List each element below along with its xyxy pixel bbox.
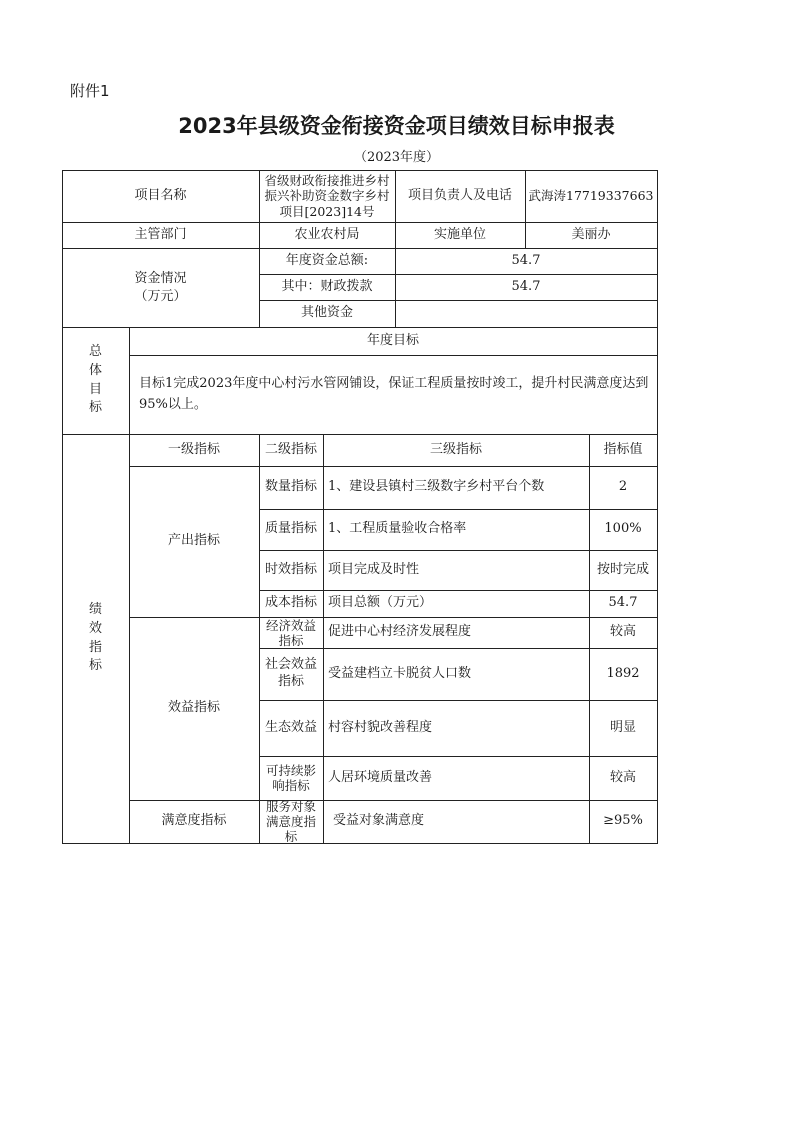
annual-goal-header: 年度目标 [366, 332, 419, 348]
department-value: 农业农村局 [294, 226, 360, 242]
level2-cell: 成本指标 [264, 595, 317, 611]
perf-char: 效 [88, 620, 102, 636]
attachment-label: 附件1 [70, 82, 110, 100]
level2-cell: 经济效益指标 [265, 617, 316, 648]
level3-cell: 1、建设县镇村三级数字乡村平台个数 [328, 479, 545, 495]
level2-cell: 服务对象满意度指标 [265, 800, 316, 843]
value-cell: 54.7 [608, 595, 638, 611]
level3-cell: 受益建档立卡脱贫人口数 [328, 665, 472, 681]
level3-cell: 村容村貌改善程度 [328, 719, 433, 735]
funds-title: 资金情况 [134, 270, 187, 286]
page-title: 2023年县级资金衔接资金项目绩效目标申报表 [178, 114, 615, 138]
annual-goal-text: 目标1完成2023年度中心村污水管网铺设，保证工程质量按时竣工，提升村民满意度达到95%以上。 [139, 376, 649, 412]
level2-cell: 社会效益指标 [265, 657, 318, 689]
goal-char: 体 [88, 362, 102, 378]
funds-total-label: 年度资金总额: [285, 252, 369, 268]
implementer-label: 实施单位 [433, 226, 486, 242]
value-cell: 100% [604, 521, 642, 537]
value-cell: 较高 [609, 624, 636, 640]
project-leader-value: 武海涛17719337663 [528, 187, 654, 203]
col-header-value: 指标值 [603, 441, 643, 457]
group-satisfaction: 满意度指标 [161, 813, 227, 829]
overall-goal-label [62, 327, 129, 434]
funds-other-label: 其他资金 [300, 305, 353, 321]
level3-cell: 受益对象满意度 [333, 813, 425, 829]
group-benefit: 效益指标 [167, 700, 220, 716]
performance-label [62, 434, 129, 843]
level2-cell: 时效指标 [264, 561, 317, 577]
value-cell: 2 [618, 479, 628, 495]
funds-label [62, 248, 259, 327]
level3-cell: 1、工程质量验收合格率 [328, 521, 467, 537]
value-cell: ≥95% [603, 813, 643, 829]
level3-cell: 项目总额（万元） [328, 595, 433, 611]
project-name-value: 省级财政衔接推进乡村振兴补助资金数字乡村项目[2023]14号 [264, 172, 390, 219]
level3-cell: 促进中心村经济发展程度 [328, 624, 472, 640]
level2-cell: 可持续影响指标 [265, 763, 316, 793]
value-cell: 1892 [606, 665, 640, 681]
funds-fiscal-label: 其中：财政拨款 [281, 278, 373, 294]
goal-char: 总 [88, 343, 102, 359]
funds-unit: （万元） [134, 288, 187, 304]
level3-cell: 项目完成及时性 [328, 561, 420, 577]
funds-fiscal-value: 54.7 [511, 278, 541, 294]
implementer-value: 美丽办 [571, 226, 611, 242]
level2-cell: 生态效益 [264, 719, 317, 735]
level2-cell: 数量指标 [264, 479, 317, 495]
goal-char: 目 [88, 381, 102, 397]
level3-cell: 人居环境质量改善 [328, 769, 433, 785]
perf-char: 标 [88, 658, 102, 674]
col-header-level1: 一级指标 [167, 441, 220, 457]
project-leader-label: 项目负责人及电话 [407, 187, 512, 203]
value-cell: 较高 [609, 769, 636, 785]
level2-cell: 质量指标 [264, 521, 317, 537]
page-subtitle: （2023年度） [353, 150, 440, 165]
col-header-level3: 三级指标 [429, 441, 482, 457]
perf-char: 指 [88, 639, 102, 655]
col-header-level2: 二级指标 [264, 441, 317, 457]
project-name-label: 项目名称 [134, 187, 187, 203]
funds-total-value: 54.7 [511, 252, 541, 268]
value-cell: 明显 [609, 719, 636, 735]
goal-char: 标 [88, 400, 102, 416]
perf-char: 绩 [88, 601, 102, 617]
group-output: 产出指标 [167, 533, 220, 549]
department-label: 主管部门 [134, 226, 187, 242]
value-cell: 按时完成 [596, 561, 649, 577]
funds-other-value [395, 300, 657, 327]
